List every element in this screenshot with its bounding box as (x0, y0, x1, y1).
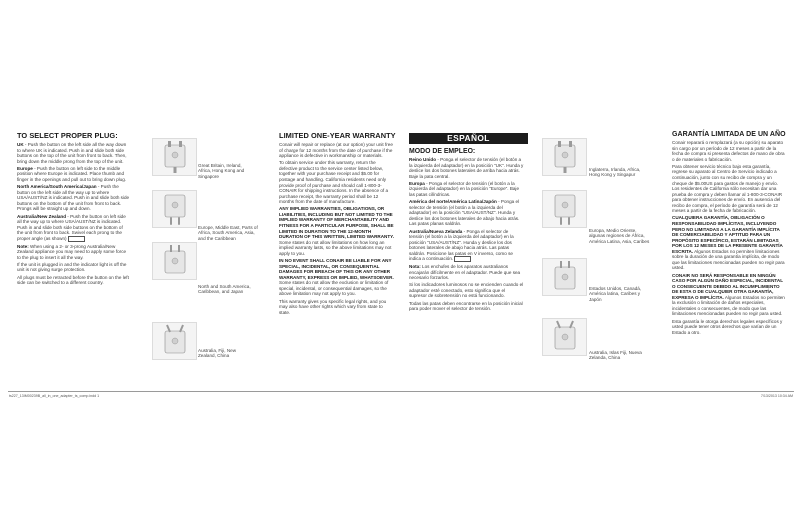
na-instruction: North America/South America/Japan - Push the button on the left side all the way up to where USA/AUST/NZ is indicated. Push in and slide both side buttons on the bottom of the unit from front to back. Prongs will be straight up and down. (17, 184, 130, 212)
plug-section (17, 131, 130, 287)
note-instruction: Note: When using a 2- or 3-prong Australia/New Zealand appliance you may need to apply some force to the plug to insert it all the way. (17, 243, 127, 260)
garantia-heading: GARANTÍA LIMITADA DE UN AÑO (672, 131, 786, 138)
caption-uk: Great Britain, Ireland, Africa, Hong Kong and Singapore (198, 163, 245, 179)
garantia-p5: Esta garantía le otorga derechos legales específicos y usted puede tener otros derechos que varían de un Estado a otro. (672, 318, 783, 335)
reino-instruction: Reino Unido - Ponga el selector de tensión (el botón a la izquierda del adaptador) en la posición "UK". Hunda y deslice los dos botones laterales de arriba hacia atrás. Baje la pata central. (409, 157, 524, 179)
adaptador-australia-image (542, 318, 587, 356)
footer-rule (8, 391, 794, 392)
caption-es-europa: Europa, Medio Oriente, algunas regiones de África, América Latina, Asia, Caribes (589, 228, 650, 244)
footer-filename: ts227_13IM00239B_all_in_one_adapter_ts_comp.indd 1 (9, 394, 100, 398)
retract-es-note: Todas las patas deben encontrarse en la posición inicial para poder mover el selector de tensión. (409, 300, 523, 312)
warranty-body (279, 142, 394, 315)
caption-es-uk: Inglaterra, Irlanda, Africa, Hong Kong y Singapur (589, 167, 641, 178)
caption-australia: Australia, Fiji, New Zealand, China (198, 348, 237, 359)
garantia-p4: CONAIR NO SERÁ RESPONSABLE EN NINGÚN CASO POR ALGÚN DAÑO ESPECIAL, INCIDENTAL O CONSECUENTE DEBIDO AL INCUMPLIMIENTO DE ESTA O DE CUALQUIER OTRA GARANTÍA, EXPRESA O IMPLÍCITA. Algunos Estados no permiten la exclusión o limitación de daños especiales, incidentales o consecuentes, de modo que las limitaciones mencionadas pueden no regir para usted. (672, 272, 785, 317)
warranty-p3: ANY IMPLIED WARRANTIES, OBLIGATIONS, OR LIABILITIES, INCLUDING BUT NOT LIMITED TO THE IMPLIED WARRANTY OF MERCHANTABILITY AND FITNESS FOR A PARTICULAR PURPOSE, SHALL BE LIMITED IN DURATION TO THE 12-MONTH DURATION OF THIS WRITTEN, LIMITED WARRANTY. Some states do not allow limitations on how long an implied warranty lasts, so the above limitations may not apply to you. (279, 206, 395, 256)
warranty-section (279, 131, 394, 317)
aus-instruction: Australia/New Zealand - Push the button on left side all the way up to where USA/AUST/NZ is indicated. Push in and slide both side buttons on the bottom of the unit from front to back. Swivel each prong to the proper angle (as shown) (17, 213, 126, 242)
garantia-section (672, 131, 785, 337)
warranty-heading: LIMITED ONE-YEAR WARRANTY (279, 131, 396, 140)
adapter-europe-image (152, 190, 197, 228)
prong-angle-es-icon (454, 256, 471, 262)
modo-instructions (409, 157, 524, 312)
warranty-p2: To obtain service under this warranty, return the defective product to the service center listed below, together with your purchase receipt and $5.00 for postage and handling. California residents need only provide proof of purchase and should call 1-800-3-CONAIR for shipping instructions. In the absence of a purchase receipt, the warranty period shall be 12 months from the date of manufacture. (279, 160, 389, 205)
garantia-body (672, 140, 785, 335)
indicator-note: If the unit is plugged in and the indicator light is off the unit is not giving surge protection. (17, 261, 127, 273)
caption-es-australia: Australia, Islas Fiji, Nueva Zelanda, China (589, 350, 642, 361)
garantia-p1: Conair reparará o remplazará (a su opción) su aparato sin cargo por un período de 12 meses a partir de la fecha de compra si presenta defectos de mano de obra o de materiales o fabricación. (672, 140, 785, 162)
plug-instructions (17, 142, 130, 286)
retract-note: All plugs must be retracted before the button on the left side can be switched to a different country. (17, 274, 129, 286)
adaptador-usa-image (542, 258, 587, 296)
adaptador-uk-image (542, 138, 587, 176)
europa-instruction: Europa - Ponga el selector de tensión (el botón a la izquierda del adaptador) en la posición "Europe". Baje las patas cilíndricas. (409, 180, 520, 197)
warranty-p4: IN NO EVENT SHALL CONAIR BE LIABLE FOR ANY SPECIAL, INCIDENTAL, OR CONSEQUENTIAL DAMAGES FOR BREACH OF THIS OR ANY OTHER WARRANTY, EXPRESS OR IMPLIED, WHATSOEVER. Some states do not allow the exclusion or limitation of special, incidental, or consequential damages, so the above limitation may not apply to you. (279, 258, 394, 297)
america-instruction: América del norte/América Latina/Japón - Ponga el selector de tensión (el botón a la izquierda del adaptador) en la posición "USA/AUST/NZ". Hunda y deslice los dos botones laterales de abajo hacia atrás. Las patas planas saldrán. (409, 199, 520, 227)
indicator-es-note: Si los indicadores luminosos no se encienden cuando el adaptador esté conectado, esto significa que el supresor de sobretensión no está funcionando. (409, 282, 524, 299)
adapter-uk-image (152, 138, 197, 176)
garantia-p3: CUALQUIERA GARANTÍA, OBLIGACIÓN O RESPONSABILIDAD IMPLÍCITAS, INCLUYENDO PERO NO LIMITADAS A LA GARANTÍA IMPLÍCITA DE COMERCIABILIDAD Y APTITUD PARA UN PROPÓSITO ESPECÍFICO, ESTARÁN LIMITADAS POR LOS 12 MESES DE LA PRESENTE GARANTÍA ESCRITA. Algunos Estados no permiten limitaciones sobre la duración de una garantía implícita, de modo que las limitaciones mencionadas pueden no regir para usted. (672, 215, 785, 271)
warranty-p5: This warranty gives you specific legal rights, and you may also have other rights which vary from state to state. (279, 298, 387, 315)
aus-es-instruction: Australia/Nueva Zelanda - Ponga el selector de tensión (el botón a la izquierda del adaptador) en la posición "USA/AUST/NZ". Hunda y deslice los dos botones laterales de abajo hacia atrás. Las patas saldrán. Posicione las patas en V inverso, como se indica a continuación. (409, 228, 514, 262)
nota-instruction: Nota: Los enchufes de los aparatos australianos encajarán difícilmente en el adaptador. Puede que sea necesario forzarlos. (409, 264, 521, 281)
footer-timestamp: 7/13/2013 10:34 AM (760, 394, 793, 398)
prong-angle-icon (68, 236, 85, 242)
garantia-p2: Para obtener servicio técnico bajo esta garantía, regrese su aparato al Centro de Servicio indicado a continuación, junto con su recibo de compra y un cheque de $5.00US para gastos de manejo y envío. Los residentes de California sólo necesitan dar una prueba de compra y deben llamar al 1-800-3-CONAIR para obtener instrucciones de envío. En ausencia del recibo de compra, el período de garantía será de 12 meses a partir de la fecha de fabricación. (672, 163, 783, 214)
adaptador-europa-image (542, 190, 587, 228)
europe-instruction: Europe - Push the button on left side to the middle position where Europe is indicated. Place thumb and finger in the openings and pull out to bring down plug. (17, 165, 127, 182)
modo-heading: MODO DE EMPLEO: (409, 148, 476, 155)
caption-europe: Europe, Middle East, Parts of Africa, South America, Asia, and the Caribbean (198, 225, 258, 241)
uk-instruction: UK - Push the button on the left side all the way down to where UK is indicated. Push in and slide both side buttons on the top of the unit from front to back. Then, bring down the middle prong from the top of the unit. (17, 142, 127, 164)
plug-heading: TO SELECT PROPER PLUG: (17, 131, 118, 140)
adapter-australia-image (152, 322, 197, 360)
modo-section (409, 148, 524, 313)
warranty-p1: Conair will repair or replace (at our option) your unit free of charge for 12 months from the date of purchase if the appliance is defective in workmanship or materials. (279, 142, 393, 159)
caption-es-usa: Estados Unidos, Canadá, América latina, Caribes y Japón (589, 286, 642, 302)
espanol-banner: ESPAÑOL (409, 133, 528, 144)
caption-usa: North and South America, Caribbean, and Japan (198, 284, 251, 295)
adapter-usa-image (152, 242, 197, 280)
